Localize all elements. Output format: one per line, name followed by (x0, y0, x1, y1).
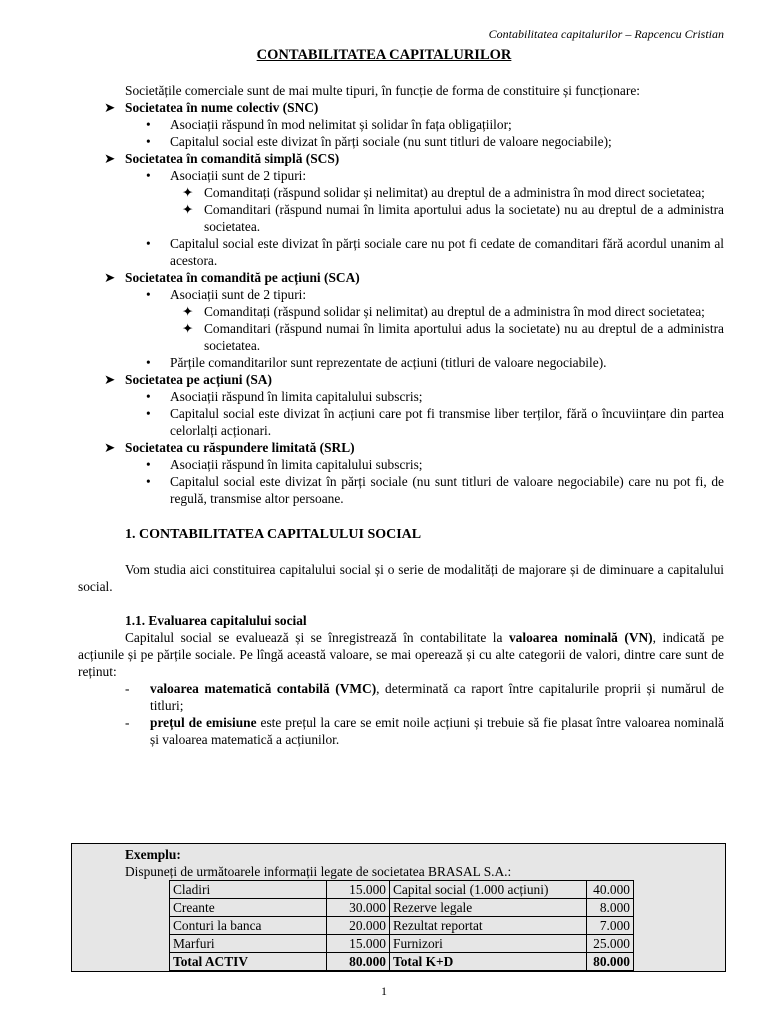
arrow-icon: ➤ (104, 270, 116, 285)
list-item: - valoarea matematică contabilă (VMC), determinată ca raport între capitalurile proprii și numărul de titluri; (125, 681, 724, 713)
running-header: Contabilitatea capitalurilor – Rapcencu Cristian (488, 27, 724, 41)
arrow-icon: ➤ (104, 372, 116, 387)
balance-table (169, 880, 634, 971)
subsection-heading: 1.1. Evaluarea capitalului social (125, 613, 307, 628)
company-type-snc (78, 99, 724, 116)
section-paragraph: Vom studia aici constituirea capitalului social și o serie de modalități de majorare și de diminuare a capitalului social. (78, 562, 724, 594)
page-number: 1 (381, 984, 387, 998)
bullet-icon: • (146, 117, 151, 132)
bullet-icon: • (146, 474, 151, 489)
bullet-icon: • (146, 236, 151, 251)
arrow-icon: ➤ (104, 100, 116, 115)
snc-heading: Societatea în nume colectiv (SNC) (125, 100, 319, 115)
example-text: Dispuneți de următoarele informații legate de societatea BRASAL S.A.: (125, 864, 512, 879)
list-item: • Capitalul social este divizat în acțiuni care pot fi transmise liber terților, fără o încuviințare din partea celorlalți acționari. (146, 406, 724, 438)
company-type-scs (78, 150, 724, 167)
table-row: Conturi la banca 20.000 Rezultat reportat 7.000 (170, 917, 634, 935)
arrow-icon: ➤ (104, 440, 116, 455)
company-type-srl (78, 439, 724, 456)
table-row: Marfuri 15.000 Furnizori 25.000 (170, 935, 634, 953)
star-icon: ✦ (182, 304, 194, 319)
sub-list-item: ✦ Comanditați (răspund solidar și nelimitat) au dreptul de a administra în mod direct societatea; (182, 185, 705, 200)
sub-list-item: ✦ Comanditari (răspund numai în limita aportului adus la societate) nu au dreptul de a administra societatea. (182, 202, 724, 234)
dash-icon: - (125, 681, 130, 696)
sub-list-item: ✦ Comanditari (răspund numai în limita aportului adus la societate) nu au dreptul de a administra societatea. (182, 321, 724, 353)
dash-icon: - (125, 715, 130, 730)
sub-list-item: ✦ Comanditați (răspund solidar și nelimitat) au dreptul de a administra în mod direct societatea; (182, 304, 705, 319)
bullet-icon: • (146, 168, 151, 183)
bullet-icon: • (146, 134, 151, 149)
sca-heading: Societatea în comandită pe acțiuni (SCA) (125, 270, 360, 285)
list-item: • Asociații sunt de 2 tipuri: (146, 168, 307, 183)
sa-heading: Societatea pe acțiuni (SA) (125, 372, 272, 387)
list-item: • Asociații răspund în limita capitalului subscris; (146, 457, 423, 472)
example-title: Exemplu: (125, 847, 181, 862)
bullet-icon: • (146, 389, 151, 404)
list-item: - prețul de emisiune este prețul la care se emit noile acțiuni și trebuie să fie plasat între valoarea nominală și valoarea matematică a acțiunilor. (125, 715, 724, 747)
bullet-icon: • (146, 406, 151, 421)
list-item: • Capitalul social este divizat în părți sociale (nu sunt titluri de valoare negociabile); (146, 134, 612, 149)
document-title: CONTABILITATEA CAPITALURILOR (256, 47, 512, 63)
table-row: Creante 30.000 Rezerve legale 8.000 (170, 899, 634, 917)
intro-paragraph: Societățile comerciale sunt de mai multe tipuri, în funcție de forma de constituire și funcționare: (125, 83, 640, 98)
star-icon: ✦ (182, 202, 194, 217)
bullet-icon: • (146, 355, 151, 370)
list-item: • Capitalul social este divizat în părți sociale (nu sunt titluri de valoare negociabile) care nu pot fi, de regulă, transmise altor persoane. (146, 474, 724, 506)
star-icon: ✦ (182, 185, 194, 200)
list-item: • Asociații sunt de 2 tipuri: (146, 287, 307, 302)
list-item: • Asociații răspund în mod nelimitat și solidar în fața obligațiilor; (146, 117, 512, 132)
list-item: • Capitalul social este divizat în părți sociale care nu pot fi cedate de comanditari fără acordul unanim al acestora. (146, 236, 724, 268)
section-heading: 1. CONTABILITATEA CAPITALULUI SOCIAL (125, 527, 422, 542)
list-item: • Asociații răspund în limita capitalului subscris; (146, 389, 423, 404)
company-type-sa (78, 371, 724, 388)
star-icon: ✦ (182, 321, 194, 336)
bullet-icon: • (146, 457, 151, 472)
evaluation-paragraph: Capitalul social se evaluează și se înregistrează în contabilitate la valoarea nominală (VN), indicată pe acțiunile și pe părțile sociale. Pe lîngă această valoare, se mai operează și cu alte categorii de valori, dintre care sunt de reținut: (78, 630, 724, 679)
document-body (78, 82, 724, 748)
table-total-row: Total ACTIV 80.000 Total K+D 80.000 (170, 953, 634, 971)
arrow-icon: ➤ (104, 151, 116, 166)
srl-heading: Societatea cu răspundere limitată (SRL) (125, 440, 355, 455)
scs-heading: Societatea în comandită simplă (SCS) (125, 151, 340, 166)
table-row: Cladiri 15.000 Capital social (1.000 acțiuni) 40.000 (170, 881, 634, 899)
bullet-icon: • (146, 287, 151, 302)
company-type-sca (78, 269, 724, 286)
example-box (71, 843, 726, 972)
list-item: • Părțile comanditarilor sunt reprezentate de acțiuni (titluri de valoare negociabile). (146, 355, 607, 370)
